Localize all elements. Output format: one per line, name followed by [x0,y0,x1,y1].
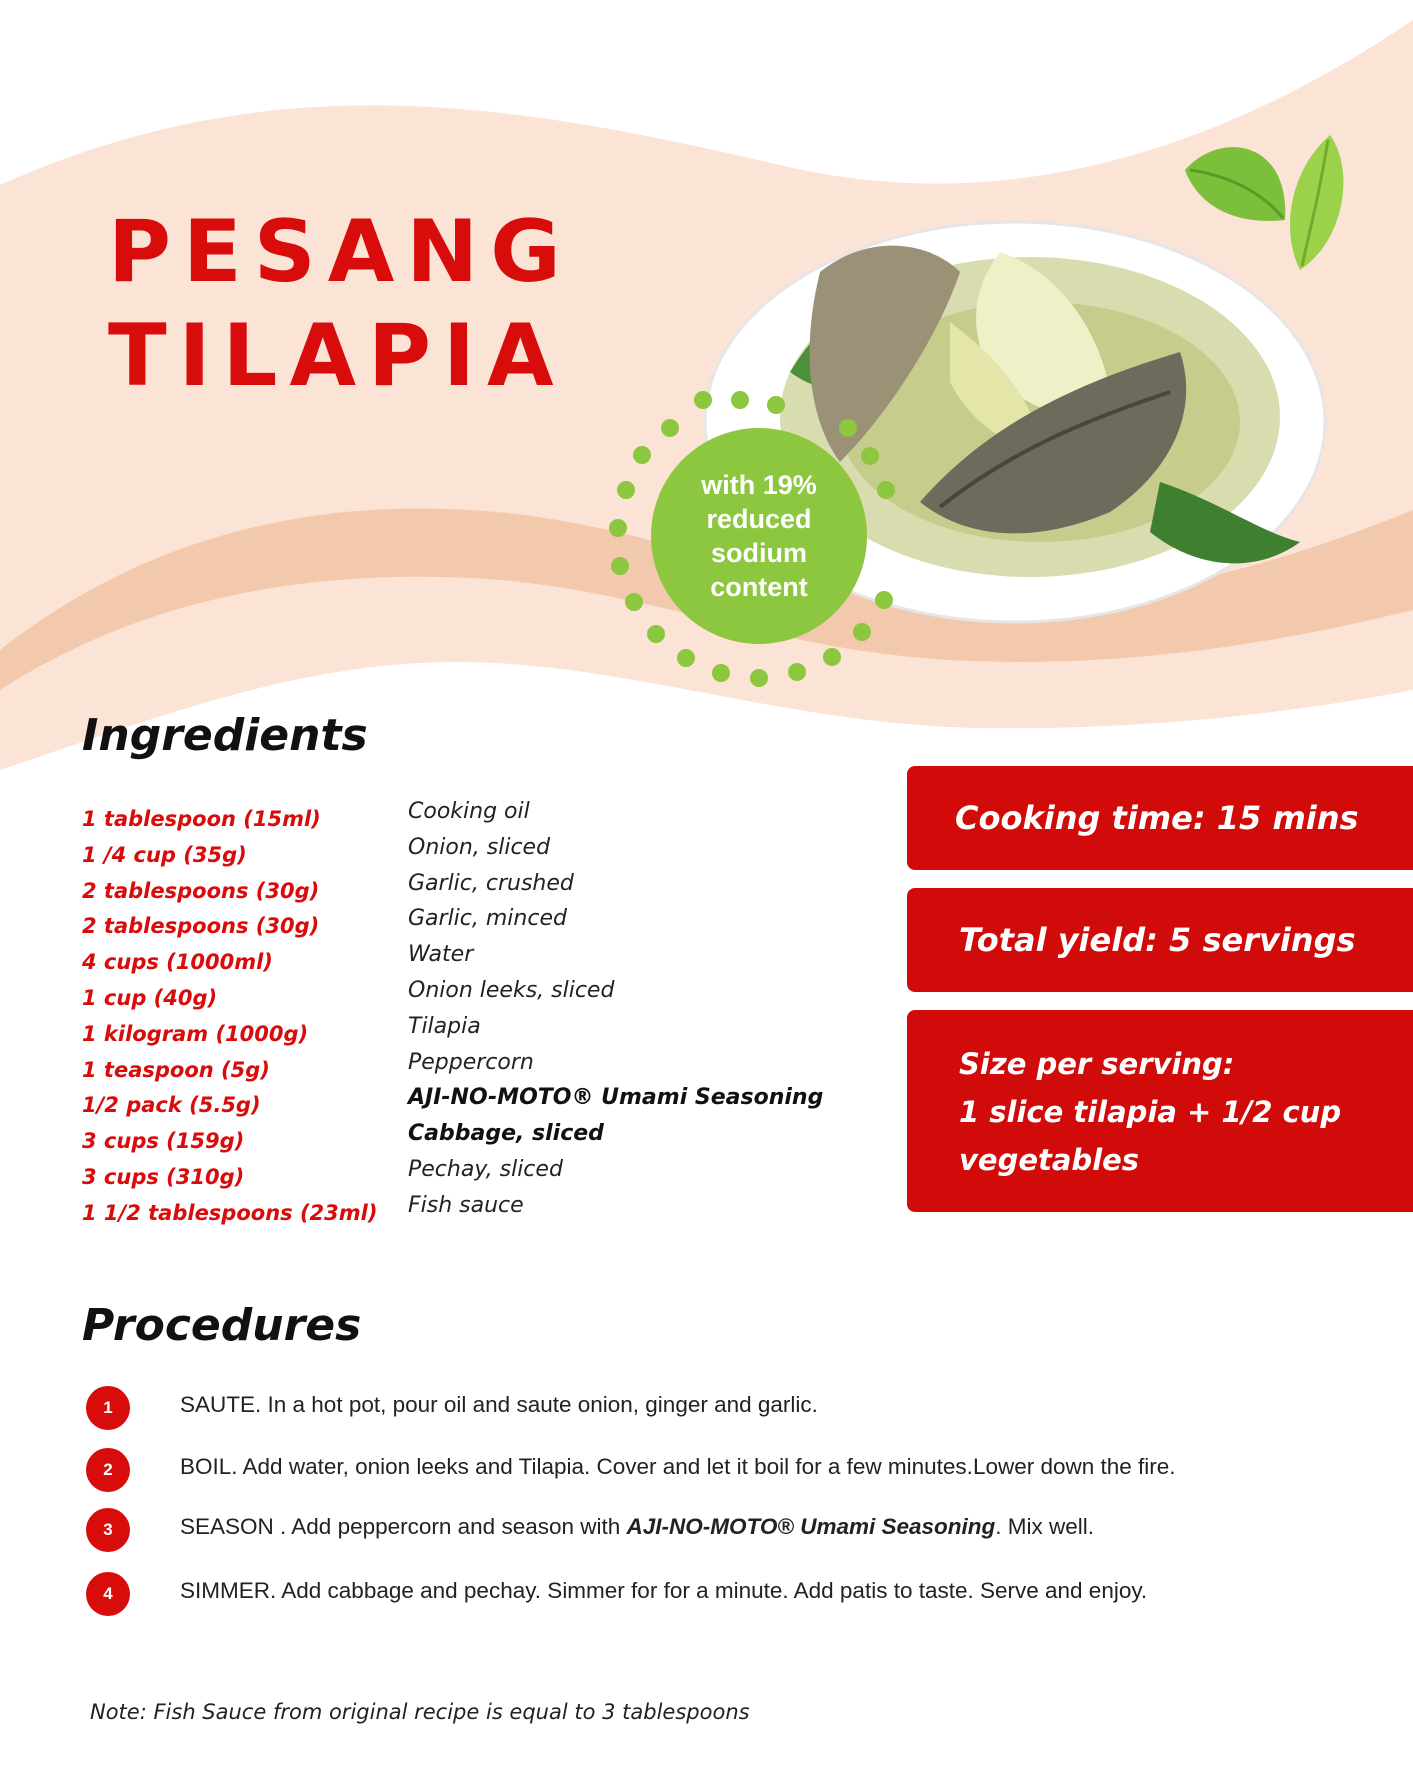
step-number-badge: 1 [86,1386,130,1430]
ingredients-heading: Ingredients [82,710,368,761]
list-item: 2 tablespoons (30g) [82,914,320,939]
badge-line-2: reduced [706,504,812,534]
serving-size-box [907,1010,1413,1212]
list-item: 4 cups (1000ml) [82,950,273,975]
cooking-time-box [907,766,1413,870]
procedure-step [86,1574,1286,1608]
step-text-start: SEASON . Add peppercorn and season with [180,1514,627,1539]
list-item: 1/2 pack (5.5g) [82,1093,261,1118]
list-item: 1 tablespoon (15ml) [82,807,321,831]
list-item: Onion leeks, sliced [408,977,615,1003]
procedure-step [86,1510,1286,1544]
list-item: Cabbage, sliced [408,1121,604,1147]
serving-size-line-2: 1 slice tilapia + 1/2 cup [959,1095,1342,1129]
step-number-badge: 2 [86,1448,130,1492]
list-item: Garlic, minced [408,906,567,932]
list-item: Peppercorn [408,1049,534,1075]
badge-line-1: with 19% [701,470,817,500]
list-item: 1 1/2 tablespoons (23ml) [82,1200,378,1225]
procedure-steps [86,1388,1286,1608]
list-item: Pechay, sliced [408,1156,563,1182]
badge-line-3: sodium [710,538,807,568]
step-text-end: . Mix well. [995,1514,1095,1539]
title-line-1: PESANG [108,202,573,302]
leaf-icon [1180,130,1350,280]
ingredient-names [408,794,828,1224]
procedure-step [86,1388,1286,1422]
procedures-heading: Procedures [82,1300,362,1351]
step-number-badge: 3 [86,1508,130,1552]
recipe-note: Note: Fish Sauce from original recipe is equal to 3 tablespoons [90,1700,750,1724]
list-item: Tilapia [408,1013,481,1039]
serving-size-line-3: vegetables [959,1143,1140,1177]
step-number-badge: 4 [86,1572,130,1616]
list-item: Cooking oil [408,799,530,824]
total-yield-text: Total yield: 5 servings [959,921,1356,959]
list-item: Water [408,942,474,968]
step-text: SIMMER. Add cabbage and pechay. Simmer for for a minute. Add patis to taste. Serve and enjoy. [180,1578,1148,1603]
serving-size-line-1: Size per serving: [959,1047,1235,1081]
list-item: 1 kilogram (1000g) [82,1021,309,1046]
step-text-product: AJI-NO-MOTO® Umami Seasoning [626,1514,996,1539]
list-item: Onion, sliced [408,834,551,860]
list-item: 1 cup (40g) [82,985,218,1010]
step-text: SAUTE. In a hot pot, pour oil and saute onion, ginger and garlic. [180,1392,818,1417]
title-line-2: TILAPIA [108,306,566,406]
list-item: 1 teaspoon (5g) [82,1057,270,1082]
badge-line-4: content [710,572,808,602]
total-yield-box [907,888,1413,992]
list-item: AJI-NO-MOTO® Umami Seasoning [408,1085,824,1111]
list-item: Fish sauce [408,1192,524,1218]
ingredient-quantities [82,802,382,1232]
reduced-sodium-badge [651,428,867,644]
list-item: 2 tablespoons (30g) [82,878,320,903]
list-item: Garlic, crushed [408,870,574,896]
procedure-step [86,1450,1286,1484]
list-item: 3 cups (159g) [82,1129,245,1154]
step-text: BOIL. Add water, onion leeks and Tilapia. Cover and let it boil for a few minutes.Lower down the fire. [180,1454,1176,1479]
list-item: 1 /4 cup (35g) [82,842,247,867]
cooking-time-text: Cooking time: 15 mins [955,799,1359,837]
list-item: 3 cups (310g) [82,1164,245,1189]
